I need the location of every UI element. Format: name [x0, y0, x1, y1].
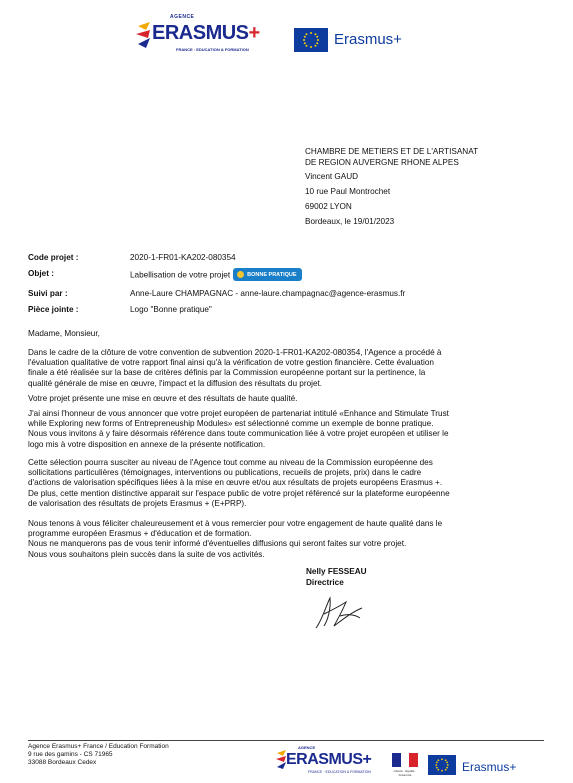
footer-divider	[28, 740, 544, 741]
signatory-title: Directrice	[306, 578, 344, 587]
footer-eu-flag-icon	[428, 755, 456, 775]
letter-line: while Exploring new forms of Entrepreneuship Modules» est sélectionné comme un exemple de bonne pratique.	[28, 419, 434, 429]
eu-erasmus-text: Erasmus+	[334, 31, 402, 48]
paragraph-2	[28, 394, 548, 404]
letter-line: d'actions de valorisation spécifiques liées à la mise en œuvre et/ou aux résultats de projets européens Erasmus +.	[28, 478, 443, 488]
french-flag-icon	[392, 753, 418, 767]
footer-eu-erasmus-text: Erasmus+	[462, 760, 517, 774]
letter-line: programme européen Erasmus + d'éducation et de formation.	[28, 529, 252, 539]
paragraph-3	[28, 409, 548, 450]
footer-eu-erasmus-logo	[428, 755, 544, 777]
agence-erasmus-logo	[136, 14, 262, 58]
suivi-value: Anne-Laure CHAMPAGNAC - anne-laure.champagnac@agence-erasmus.fr	[130, 289, 406, 298]
code-projet-label: Code projet :	[28, 253, 79, 262]
letter-line: Votre projet présente une mise en œuvre et des résultats de haute qualité.	[28, 394, 298, 403]
letter-line: Dans le cadre de la clôture de votre convention de subvention 2020-1-FR01-KA202-080354, l'Agence a procédé à	[28, 348, 442, 357]
letter-line: De plus, cette mention distinctive apparait sur l'espace public de votre projet référencé sur la plateforme européenne	[28, 488, 450, 498]
letter-line: Nous ne manquerons pas de vous tenir informé d'éventuelles diffusions qui seront faites sur votre projet.	[28, 539, 407, 549]
footer-agence-erasmus-logo	[276, 745, 380, 775]
bonne-pratique-badge: BONNE PRATIQUE	[233, 268, 301, 281]
letter-line: Nous vous invitons à y faire désormais référence dans toute communication liée à votre projet européen et utiliser le	[28, 429, 449, 439]
objet-label: Objet :	[28, 269, 54, 278]
logo-erasmus-word: ERASMUS+	[152, 22, 260, 44]
salutation: Madame, Monsieur,	[28, 329, 100, 338]
marianne-motto: Liberté · Égalité · Fraternité	[393, 769, 417, 777]
medal-icon	[237, 271, 244, 278]
signatory-name: Nelly FESSEAU	[306, 567, 367, 576]
piece-jointe-label: Pièce jointe :	[28, 305, 79, 314]
recipient-org-line2: DE REGION AUVERGNE RHONE ALPES	[305, 157, 459, 167]
republique-francaise-logo	[389, 753, 421, 777]
recipient-city: 69002 LYON	[305, 201, 352, 211]
letter-line: J'ai ainsi l'honneur de vous annoncer que votre projet européen de partenariat intitulé «Enhance and Stimulate Trust	[28, 409, 449, 418]
letter-line: Nous vous souhaitons plein succès dans la suite de vos activités.	[28, 549, 265, 559]
recipient-address	[305, 147, 478, 227]
code-projet-value: 2020-1-FR01-KA202-080354	[130, 253, 236, 262]
paragraph-5	[28, 519, 548, 560]
objet-value: Labellisation de votre projet BONNE PRATIQUE	[130, 269, 302, 282]
letter-line: qualité générale de mise en œuvre, l'impact et la diffusion des résultats du projet.	[28, 378, 323, 388]
eu-flag-icon	[294, 28, 328, 52]
letter-line: sollicitations particulières (témoignages, interventions ou publications, recueils de projets, prix) dans le cadre	[28, 468, 422, 478]
eu-erasmus-logo	[294, 28, 414, 54]
footer-address	[28, 743, 169, 767]
footer-erasmus-sub: FRANCE · EDUCATION & FORMATION	[308, 770, 371, 774]
footer-line3: 33088 Bordeaux Cedex	[28, 759, 97, 766]
letter-line: Nous tenons à vous féliciter chaleureusement et à vous remercier pour votre engagement de haute qualité dans le	[28, 519, 443, 528]
letter-line: l'évaluation qualitative de votre rapport final ainsi qu'à la vérification de votre gestion financière. Cette évaluation	[28, 358, 434, 368]
recipient-street: 10 rue Paul Montrochet	[305, 187, 391, 197]
recipient-name: Vincent GAUD	[305, 172, 359, 182]
logo-erasmus-sub: FRANCE · EDUCATION & FORMATION	[176, 47, 249, 52]
footer-erasmus-word: ERASMUS+	[286, 751, 372, 768]
paragraph-4	[28, 458, 548, 509]
footer-logo-agence-label: AGENCE	[298, 745, 316, 750]
paragraph-1	[28, 348, 548, 389]
footer-line1: Agence Erasmus+ France / Education Formation	[28, 743, 169, 750]
footer-line2: 9 rue des gamins - CS 71965	[28, 751, 113, 758]
handwritten-signature	[312, 592, 368, 632]
letter-date: Bordeaux, le 19/01/2023	[305, 216, 395, 226]
letter-line: logo mis à votre disposition en annexe de la présente notification.	[28, 439, 266, 449]
letter-line: de valorisation des résultats de projets Erasmus + (E+PRP).	[28, 498, 247, 508]
recipient-org-line1: CHAMBRE DE METIERS ET DE L'ARTISANAT	[305, 147, 479, 156]
logo-agence-label: AGENCE	[170, 14, 195, 20]
letter-line: finale a été réalisée sur la base de critères définis par la Commission européenne portant sur la pertinence, la	[28, 368, 426, 378]
letter-line: Cette sélection pourra susciter au niveau de l'Agence tout comme au niveau de la Commission européenne des	[28, 458, 433, 467]
suivi-label: Suivi par :	[28, 289, 68, 298]
piece-jointe-value: Logo "Bonne pratique"	[130, 305, 212, 314]
